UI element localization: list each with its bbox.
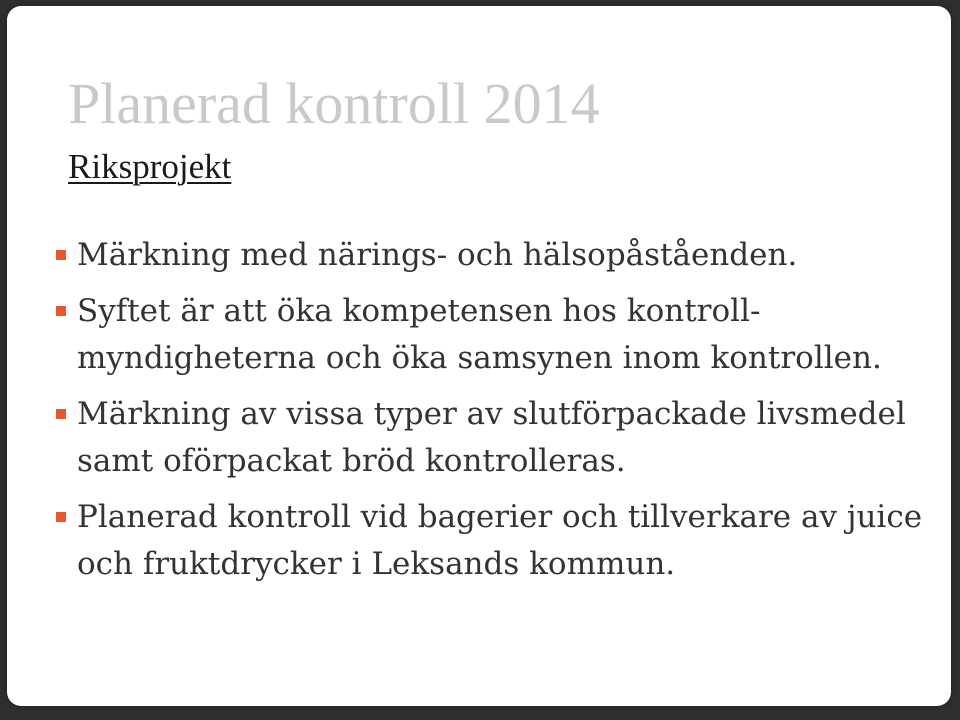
square-bullet-icon bbox=[56, 306, 66, 316]
square-bullet-icon bbox=[56, 512, 66, 522]
bullet-item bbox=[53, 391, 933, 485]
square-bullet-icon bbox=[56, 250, 66, 260]
slide-title: Planerad kontroll 2014 bbox=[68, 71, 600, 136]
bullet-item bbox=[53, 288, 933, 382]
square-bullet-icon bbox=[56, 409, 66, 419]
bullet-item bbox=[53, 232, 933, 279]
bullet-text: Märkning med närings- och hälsopåståenden. bbox=[77, 237, 798, 273]
bullet-text: Märkning av vissa typer av slutförpackade livsmedel samt oförpackat bröd kontrolleras. bbox=[77, 396, 906, 479]
slide-subtitle: Riksprojekt bbox=[68, 147, 232, 186]
bullet-text: Syftet är att öka kompetensen hos kontroll-myndigheterna och öka samsynen inom kontrollen. bbox=[77, 293, 882, 376]
slide bbox=[7, 6, 951, 706]
bullet-text: Planerad kontroll vid bagerier och tillverkare av juice och fruktdrycker i Leksands kommun. bbox=[77, 499, 923, 582]
bullet-item bbox=[53, 494, 933, 588]
bullet-list bbox=[53, 232, 933, 597]
